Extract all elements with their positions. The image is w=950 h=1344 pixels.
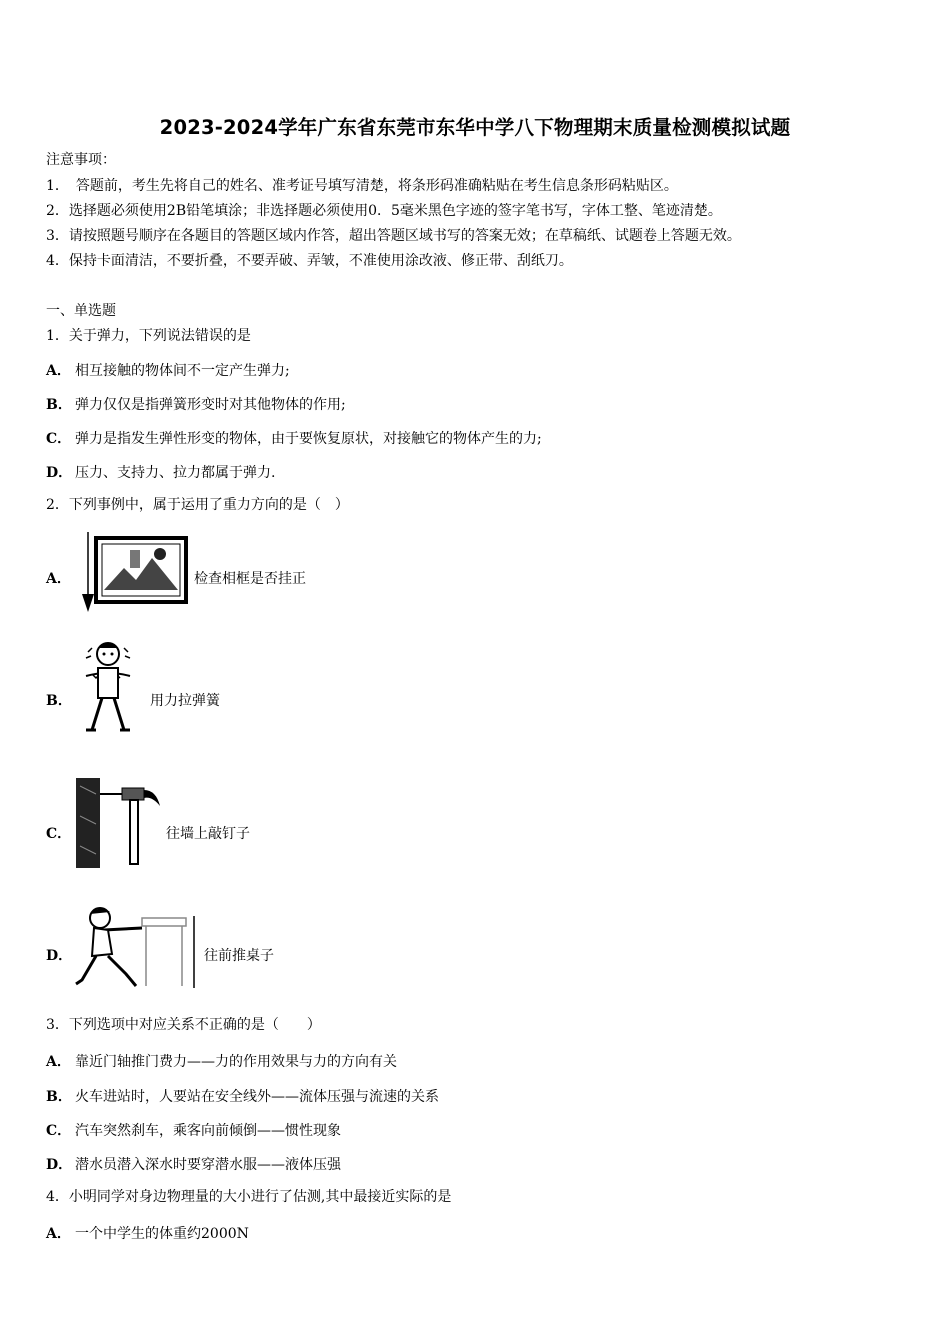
option-letter: B． — [46, 693, 72, 709]
option-text: 一个中学生的体重约2000N — [75, 1226, 249, 1242]
option-text: 检查相框是否挂正 — [194, 571, 306, 587]
question-stem: 1．关于弹力，下列说法错误的是 — [46, 328, 251, 344]
picture-frame-plumb-line-icon — [74, 528, 190, 614]
option-text: 往前推桌子 — [204, 948, 274, 964]
section-heading: 一、单选题 — [46, 303, 116, 319]
hammer-nail-wall-icon — [76, 776, 162, 870]
option-text: 汽车突然刹车，乘客向前倾倒——惯性现象 — [75, 1123, 341, 1139]
option-text: 潜水员潜入深水时要穿潜水服——液体压强 — [75, 1157, 341, 1173]
option-letter: A． — [46, 363, 71, 379]
option-text: 用力拉弹簧 — [150, 693, 220, 709]
notice-item: 1． 答题前，考生先将自己的姓名、准考证号填写清楚，将条形码准确粘贴在考生信息条形码粘贴区。 — [46, 178, 678, 194]
option-letter: D． — [46, 1157, 73, 1173]
person-pushing-table-icon — [74, 902, 198, 992]
option-text: 弹力是指发生弹性形变的物体，由于要恢复原状，对接触它的物体产生的力; — [75, 431, 542, 447]
option-letter: B． — [46, 1089, 72, 1105]
option-text: 相互接触的物体间不一定产生弹力; — [75, 363, 290, 379]
option-text: 靠近门轴推门费力——力的作用效果与力的方向有关 — [75, 1054, 397, 1070]
notice-item: 2．选择题必须使用2B铅笔填涂；非选择题必须使用0．5毫米黑色字迹的签字笔书写，字体工整、笔迹清楚。 — [46, 203, 722, 219]
question-stem: 3．下列选项中对应关系不正确的是（ ） — [46, 1017, 321, 1033]
option-letter: C． — [46, 826, 72, 842]
option-letter: D． — [46, 948, 73, 964]
person-pulling-spring-icon — [78, 638, 140, 736]
question-stem: 2．下列事例中，属于运用了重力方向的是（ ） — [46, 497, 349, 513]
option-text: 压力、支持力、拉力都属于弹力. — [75, 465, 276, 481]
option-letter: C． — [46, 431, 72, 447]
option-letter: D． — [46, 465, 73, 481]
option-letter: C． — [46, 1123, 72, 1139]
notice-heading: 注意事项： — [46, 152, 116, 168]
option-text: 往墙上敲钉子 — [166, 826, 250, 842]
notice-item: 4．保持卡面清洁，不要折叠，不要弄破、弄皱，不准使用涂改液、修正带、刮纸刀。 — [46, 253, 573, 269]
question-stem: 4．小明同学对身边物理量的大小进行了估测,其中最接近实际的是 — [46, 1189, 452, 1205]
option-letter: A． — [46, 1226, 71, 1242]
notice-item: 3．请按照题号顺序在各题目的答题区域内作答，超出答题区域书写的答案无效；在草稿纸、试题卷上答题无效。 — [46, 228, 741, 244]
option-text: 火车进站时，人要站在安全线外——流体压强与流速的关系 — [75, 1089, 439, 1105]
option-text: 弹力仅仅是指弹簧形变时对其他物体的作用; — [75, 397, 346, 413]
page-title: 2023-2024学年广东省东莞市东华中学八下物理期末质量检测模拟试题 — [159, 116, 791, 139]
option-letter: B． — [46, 397, 72, 413]
option-letter: A． — [46, 1054, 71, 1070]
option-letter: A． — [46, 571, 71, 587]
